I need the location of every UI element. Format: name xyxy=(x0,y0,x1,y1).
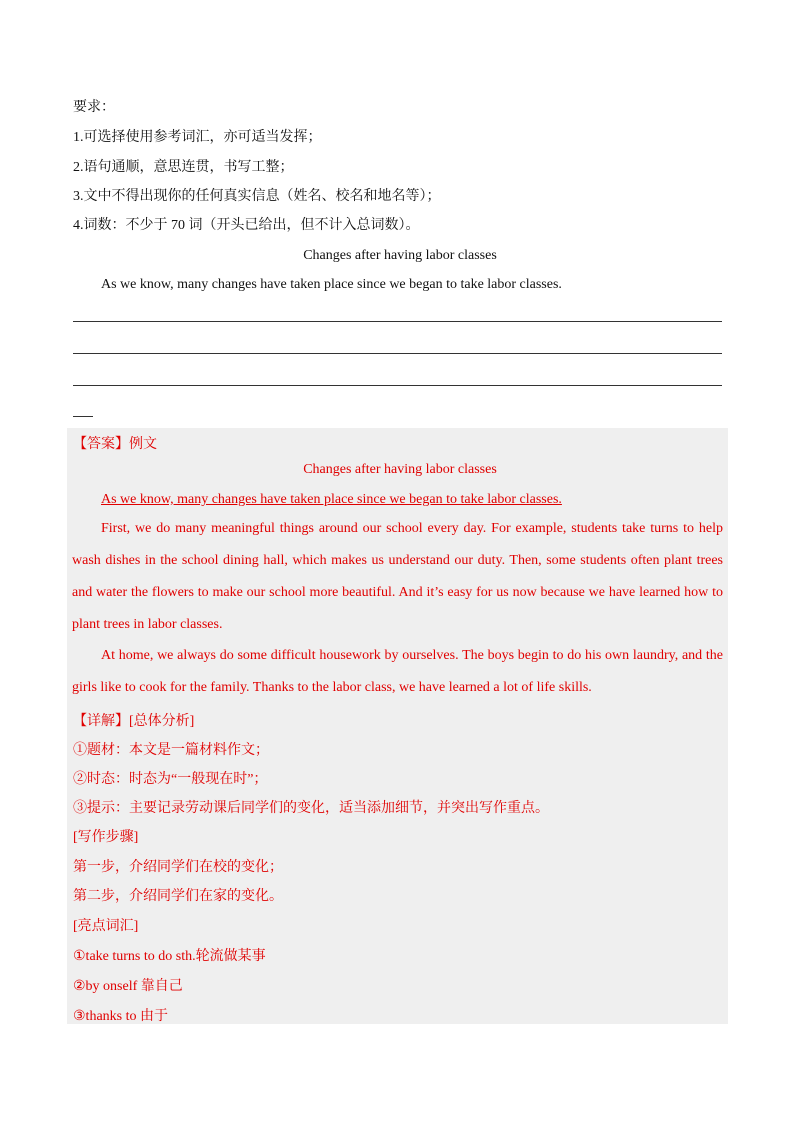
prompt-opening: As we know, many changes have taken place since we began to take labor classes. xyxy=(101,277,562,292)
analysis-point-3: ③提示：主要记录劳动课后同学们的变化，适当添加细节，并突出写作重点。 xyxy=(73,801,549,816)
step-1: 第一步，介绍同学们在校的变化； xyxy=(73,860,283,875)
requirement-item-1: 1.可选择使用参考词汇，亦可适当发挥； xyxy=(73,130,322,145)
writing-line-1 xyxy=(73,321,722,322)
answer-paragraph-1: First, we do many meaningful things around our school every day. For example, students take turns to help wash dishes in the school dining hall, which makes us understand our duty. Then, some students often plant trees and water the flowers to make our school more beautiful. And it’s easy for us now because we have learned how to plant trees in labor classes. xyxy=(72,521,723,632)
vocab-heading: [亮点词汇] xyxy=(73,919,139,934)
steps-heading: [写作步骤] xyxy=(73,830,139,845)
analysis-point-1: ①题材：本文是一篇材料作文； xyxy=(73,743,269,758)
answer-paragraph-2: At home, we always do some difficult housework by ourselves. The boys begin to do his own laundry, and the girls like to cook for the family. Thanks to the labor class, we have learned a lot of life skills. xyxy=(72,648,723,695)
vocab-item-3: ③thanks to 由于 xyxy=(73,1009,168,1024)
writing-line-2 xyxy=(73,353,722,354)
prompt-title: Changes after having labor classes xyxy=(303,248,497,263)
analysis-label: 【详解】[总体分析] xyxy=(73,714,195,729)
answer-opening: As we know, many changes have taken place since we began to take labor classes. xyxy=(101,492,562,507)
writing-line-3 xyxy=(73,385,722,386)
requirement-item-2: 2.语句通顺，意思连贯，书写工整； xyxy=(73,160,294,175)
step-2: 第二步，介绍同学们在家的变化。 xyxy=(73,889,283,904)
requirement-item-4: 4.词数：不少于 70 词（开头已给出，但不计入总词数）。 xyxy=(73,218,420,233)
answer-title: Changes after having labor classes xyxy=(303,462,497,477)
vocab-item-1: ①take turns to do sth.轮流做某事 xyxy=(73,949,266,964)
requirements-heading: 要求： xyxy=(73,100,115,115)
analysis-point-2: ②时态：时态为“一般现在时”； xyxy=(73,772,268,787)
requirement-item-3: 3.文中不得出现你的任何真实信息（姓名、校名和地名等）； xyxy=(73,189,441,204)
writing-line-4 xyxy=(73,416,93,417)
vocab-item-2: ②by onself 靠自己 xyxy=(73,979,183,994)
answer-label: 【答案】例文 xyxy=(73,437,157,452)
